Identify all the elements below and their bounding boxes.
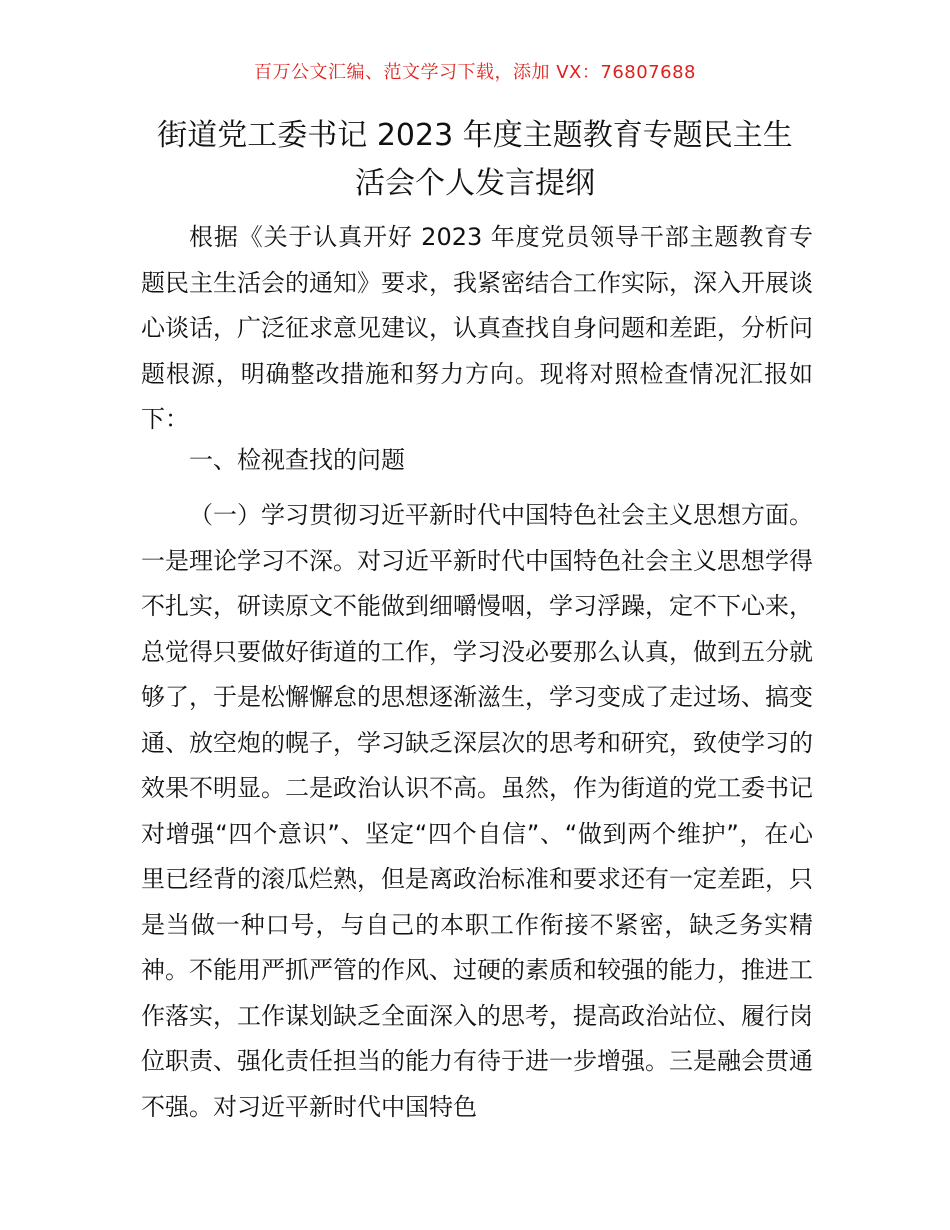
intro-paragraph: 根据《关于认真开好 2023 年度党员领导干部主题教育专题民主生活会的通知》要求，我紧密结合工作实际，深入开展谈心谈话，广泛征求意见建议，认真查找自身问题和差距，分析问题根源，明确整改措施和努力方向。现将对照检查情况汇报如下： bbox=[141, 223, 813, 433]
document-title-line-2: 活会个人发言提纲 bbox=[355, 166, 595, 201]
document-title-line-1: 街道党工委书记 2023 年度主题教育专题民主生 bbox=[157, 118, 793, 153]
header-watermark-note: 百万公文汇编、范文学习下载，添加 VX：76807688 bbox=[254, 62, 696, 83]
document-title bbox=[120, 112, 830, 208]
section-paragraph: （一）学习贯彻习近平新时代中国特色社会主义思想方面。一是理论学习不深。对习近平新时代中国特色社会主义思想学得不扎实，研读原文不能做到细嚼慢咽，学习浮躁，定不下心来，总觉得只要做好街道的工作，学习没必要那么认真，做到五分就够了，于是松懈懈怠的思想逐渐滋生，学习变成了走过场、搞变通、放空炮的幌子，学习缺乏深层次的思考和研究，致使学习的效果不明显。二是政治认识不高。虽然，作为街道的党工委书记对增强“四个意识”、坚定“四个自信”、“做到两个维护”，在心里已经背的滚瓜烂熟，但是离政治标准和要求还有一定差距，只是当做一种口号，与自己的本职工作衔接不紧密，缺乏务实精神。不能用严抓严管的作风、过硬的素质和较强的能力，推进工作落实，工作谋划缺乏全面深入的思考，提高政治站位、履行岗位职责、强化责任担当的能力有待于进一步增强。三是融会贯通不强。对习近平新时代中国特色 bbox=[141, 501, 813, 1121]
section-heading: 一、检视查找的问题 bbox=[189, 446, 405, 474]
